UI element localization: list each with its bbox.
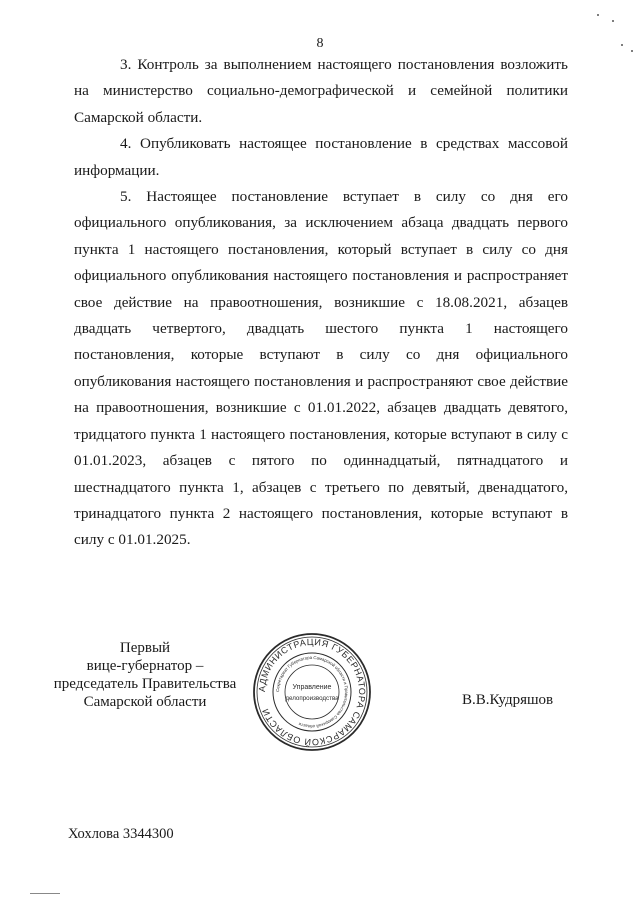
document-body [74, 52, 568, 554]
seal-outer-text: АДМИНИСТРАЦИЯ ГУБЕРНАТОРА САМАРСКОЙ ОБЛАСТИ [256, 636, 368, 748]
signer-title-line: вице-губернатор – [86, 658, 204, 674]
scan-speck [597, 14, 599, 16]
paragraph-control: 3. Контроль за выполнением настоящего постановления возложить на министерство социально-демографической и семейной политики Самарской области. [74, 56, 568, 126]
bottom-margin-mark [30, 893, 60, 894]
paragraph-effective-date: 5. Настоящее постановление вступает в силу со дня его официального опубликования, за исключением абзаца двадцать первого пункта 1 настоящего постановления, который вступает в силу со дня официального опубликования настоящего постановления и распространяет свое действие на правоотношения, возникшие с 18.08.2021, абзацев двадцать четвертого, двадцать шестого пункта 1 настоящего постановления, которые вступают в силу со дня официального опубликования настоящего постановления и распространяют свое действие на правоотношения, возникшие с 01.01.2022, абзацев двадцать девятого, тридцатого пункта 1 настоящего постановления, которые вступают в силу с 01.01.2023, абзацев с пятого по одиннадцатый, пятнадцатого и шестнадцатого пункта 1, абзацев с третьего по девятый, двенадцатого, тринадцатого пункта 2 настоящего постановления, которые вступают в силу с 01.01.2025. [74, 188, 568, 549]
scan-speck [631, 50, 633, 52]
signer-title [40, 639, 250, 711]
seal-center-line2: делопроизводства [285, 695, 339, 702]
seal-center-line1: Управление [292, 684, 332, 691]
signer-title-line: Самарской области [83, 694, 207, 710]
signer-name: В.В.Кудряшов [462, 692, 554, 708]
seal-inner-text: Секретариат Губернатора Самарской области и Правительства Самарской области [274, 654, 350, 730]
page-number: 8 [316, 36, 324, 51]
executor-contact: Хохлова 3344300 [68, 826, 174, 842]
official-seal [250, 630, 374, 754]
paragraph-publish: 4. Опубликовать настоящее постановление в средствах массовой информации. [74, 135, 568, 179]
svg-text:Секретариат Губернатора Самарс [275, 655, 349, 729]
scan-speck [621, 44, 623, 46]
scan-speck [612, 20, 614, 22]
signer-title-line: Первый [119, 640, 171, 656]
signer-title-line: председатель Правительства [53, 676, 237, 692]
